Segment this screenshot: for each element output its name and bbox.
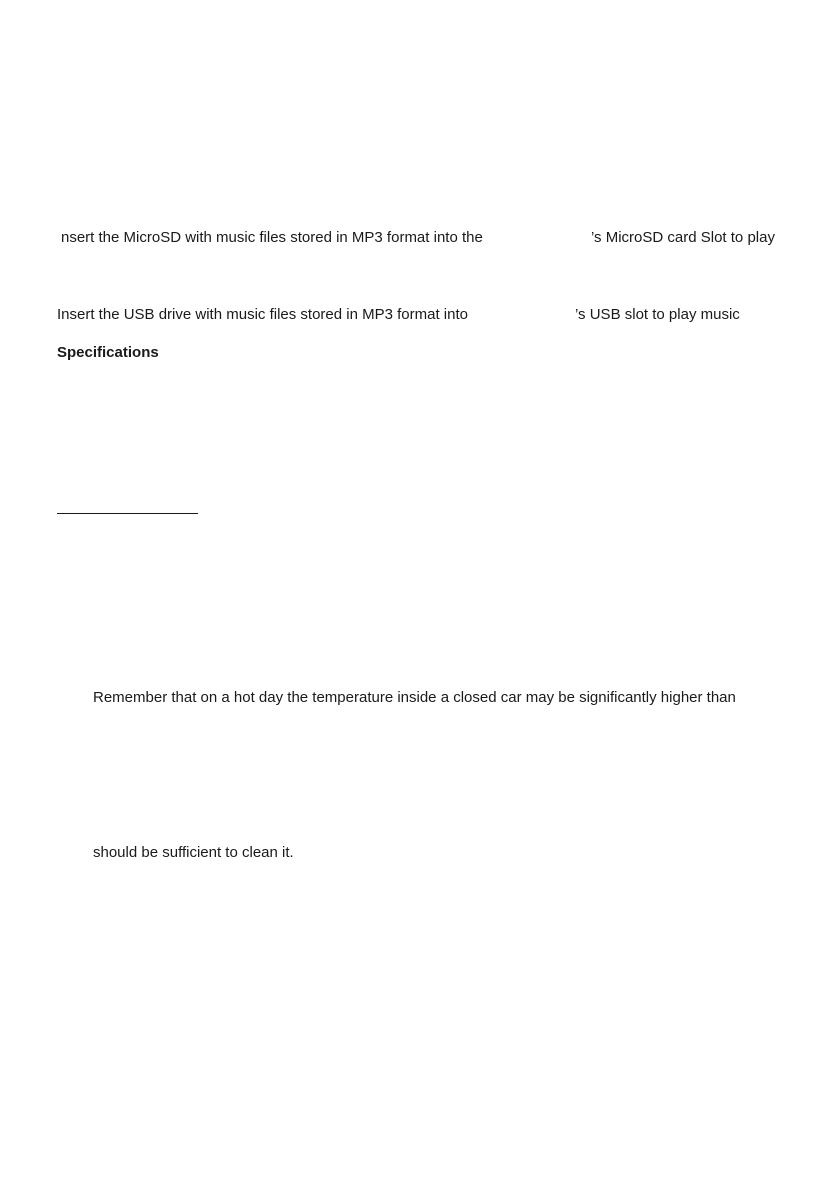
usb-instruction-end: ’s USB slot to play music [575, 306, 740, 323]
section-underline [57, 513, 198, 514]
usb-instruction-start: Insert the USB drive with music files stored in MP3 format into [57, 306, 468, 323]
cleaning-note: should be sufficient to clean it. [93, 844, 294, 861]
microsd-instruction-start: nsert the MicroSD with music files stored in MP3 format into the [61, 229, 483, 246]
hot-day-warning: Remember that on a hot day the temperature inside a closed car may be significantly higher than [93, 689, 736, 706]
specifications-heading: Specifications [57, 344, 159, 361]
microsd-instruction-end: ’s MicroSD card Slot to play [591, 229, 775, 246]
